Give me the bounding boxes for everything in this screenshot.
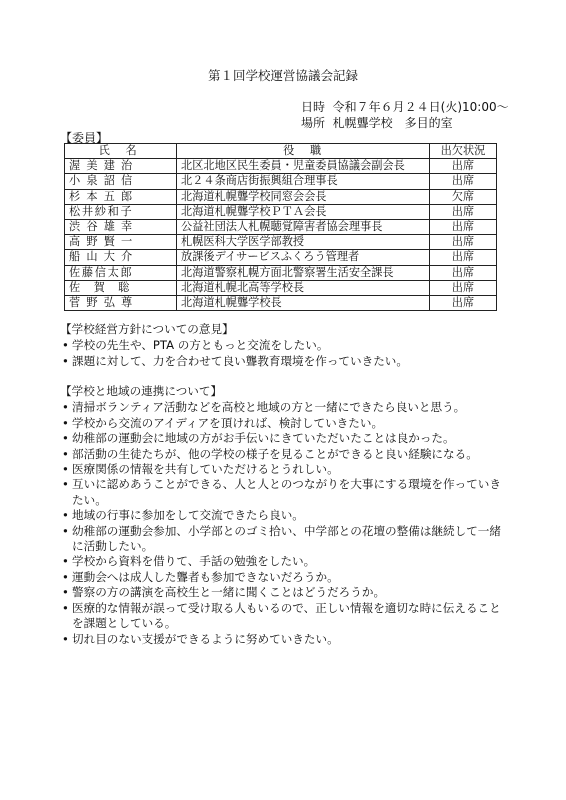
list-item: • 幼稚部の運動会参加、小学部とのゴミ拾い、中学部との花壇の整備は継続して一緒に活動したい。 [60,524,510,555]
member-role: 北海道札幌聾学校長 [177,295,430,310]
list-item: • 学校から交流のアイディアを頂ければ、検討していきたい。 [60,416,510,431]
list-item: • 学校から資料を借りて、手話の勉強をしたい。 [60,554,510,569]
list-item: • 清掃ボランティア活動などを高校と地域の方と一緒にできたら良いと思う。 [60,400,510,415]
member-role: 北海道札幌聾学校同窓会会長 [177,189,430,204]
column-header-name: 氏名 [65,144,177,159]
member-role: 放課後デイサービスふくろう管理者 [177,250,430,265]
column-header-status: 出欠状況 [430,144,497,159]
member-name: 佐藤信太郎 [65,265,177,280]
list-item: • 運動会へは成人した聾者も参加できないだろうか。 [60,570,510,585]
table-row [65,189,497,204]
member-status: 出席 [430,174,497,189]
member-role: 公益社団法人札幌聴覚障害者協会理事長 [177,219,430,234]
datetime-label: 日時 [301,100,326,114]
table-row [65,204,497,219]
meeting-datetime [301,98,509,115]
table-row [65,235,497,250]
place-label: 場所 [301,116,326,130]
member-status: 出席 [430,204,497,219]
table-row [65,219,497,234]
policy-list [60,338,510,369]
place-value: 札幌聾学校 多目的室 [332,116,453,130]
member-name: 小泉詔信 [65,174,177,189]
member-role: 北海道札幌北高等学校長 [177,280,430,295]
list-item: • 警察の方の講演を高校生と一緒に聞くことはどうだろうか。 [60,585,510,600]
member-name: 船山大介 [65,250,177,265]
datetime-value: 令和７年６月２４日(火)10:00～ [332,100,509,114]
member-status: 出席 [430,159,497,174]
table-row [65,280,497,295]
member-role: 北海道警察札幌方面北警察署生活安全課長 [177,265,430,280]
member-name: 渥美建治 [65,159,177,174]
member-status: 出席 [430,265,497,280]
policy-section [60,322,510,369]
member-name: 高野賢一 [65,235,177,250]
member-status: 出席 [430,280,497,295]
members-header-row [65,144,497,159]
member-status: 出席 [430,250,497,265]
member-status: 出席 [430,295,497,310]
list-item: • 幼稚部の運動会に地域の方がお手伝いにきていただいたことは良かった。 [60,431,510,446]
member-name: 渋谷雄幸 [65,219,177,234]
list-item: • 地域の行事に参加をして交流できたら良い。 [60,508,510,523]
list-item: • 切れ目のない支援ができるように努めていきたい。 [60,632,510,647]
list-item: • 互いに認めあうことができる、人と人とのつながりを大事にする環境を作っていきたい。 [60,477,510,508]
policy-heading: 【学校経営方針についての意見】 [60,322,234,336]
list-item: • 部活動の生徒たちが、他の学校の様子を見ることができると良い経験になる。 [60,447,510,462]
member-role: 北区北地区民生委員・児童委員協議会副会長 [177,159,430,174]
column-header-role: 役職 [177,144,430,159]
table-row [65,250,497,265]
member-name: 杉本五郎 [65,189,177,204]
member-name: 佐賀聡 [65,280,177,295]
member-name: 松井紗和子 [65,204,177,219]
meeting-place [301,114,453,131]
member-name: 菅野弘尊 [65,295,177,310]
list-item: • 医療的な情報が誤って受け取る人もいるので、正しい情報を適切な時に伝えることを課題としている。 [60,601,510,632]
document-title: 第１回学校運営協議会記録 [207,68,358,83]
list-item: • 学校の先生や、PTA の方ともっと交流をしたい。 [60,338,510,353]
list-item: • 課題に対して、力を合わせて良い聾教育環境を作っていきたい。 [60,354,510,369]
community-section [60,384,510,647]
community-list [60,400,510,647]
members-table [64,143,497,311]
table-row [65,265,497,280]
community-heading: 【学校と地域の連携について】 [60,384,223,398]
member-role: 北海道札幌聾学校ＰＴＡ会長 [177,204,430,219]
member-role: 札幌医科大学医学部教授 [177,235,430,250]
list-item: • 医療関係の情報を共有していただけるとうれしい。 [60,462,510,477]
table-row [65,174,497,189]
member-status: 出席 [430,219,497,234]
table-row [65,159,497,174]
members-heading: 【委員】 [60,131,109,145]
member-status: 欠席 [430,189,497,204]
table-row [65,295,497,310]
member-status: 出席 [430,235,497,250]
member-role: 北２４条商店街振興組合理事長 [177,174,430,189]
